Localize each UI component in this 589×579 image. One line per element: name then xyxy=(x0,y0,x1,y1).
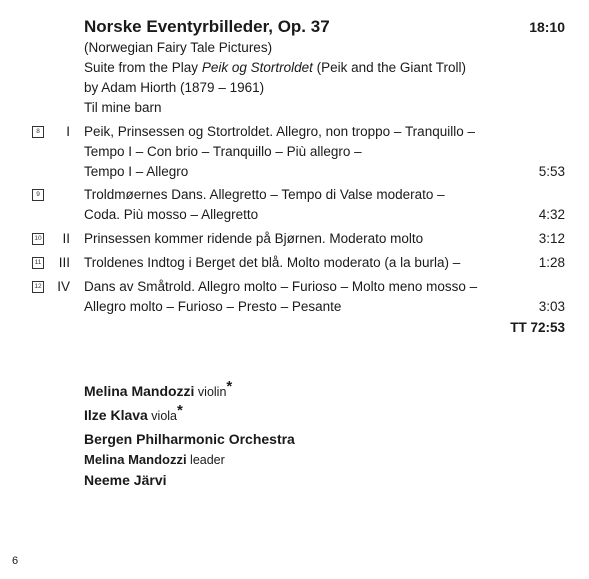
work-duration: 18:10 xyxy=(529,19,565,35)
total-time: TT 72:53 xyxy=(510,320,565,335)
suite-suffix: (Peik and the Giant Troll) xyxy=(312,60,466,75)
track-line: Coda. Più mosso – Allegretto xyxy=(84,207,259,222)
leader-name: Melina Mandozzi xyxy=(84,452,187,467)
page-number: 6 xyxy=(12,555,19,567)
performer-name: Ilze Klava xyxy=(84,407,148,423)
performer-violin xyxy=(84,378,233,400)
conductor-name: Neeme Järvi xyxy=(84,472,167,488)
orchestra-leader xyxy=(84,452,225,467)
track-line: Troldmøernes Dans. Allegretto – Tempo di Valse moderato – xyxy=(84,187,445,202)
track-duration: 3:03 xyxy=(538,299,565,314)
suite-line xyxy=(84,60,466,75)
track-number-box: 8 xyxy=(32,126,44,138)
track-line: Tempo I – Con brio – Tranquillo – Più allegro – xyxy=(84,144,362,159)
track-number-box: 9 xyxy=(32,189,44,201)
work-title: Norske Eventyrbilleder, Op. 37 xyxy=(84,17,330,36)
asterisk-mark: * xyxy=(226,378,233,395)
track-duration: 5:53 xyxy=(538,164,565,179)
track-line: Peik, Prinsessen og Stortroldet. Allegro, non troppo – Tranquillo – xyxy=(84,124,475,139)
track-duration: 4:32 xyxy=(538,207,565,222)
movement-numeral: III xyxy=(58,255,70,270)
track-line: Allegro molto – Furioso – Presto – Pesante xyxy=(84,299,342,314)
track-line: Dans av Småtrold. Allegro molto – Furioso – Molto meno mosso – xyxy=(84,279,478,294)
performer-viola xyxy=(84,402,183,424)
suite-prefix: Suite from the Play xyxy=(84,60,202,75)
track-number-box: 11 xyxy=(32,257,44,269)
performer-role: viola xyxy=(147,409,178,423)
orchestra-name: Bergen Philharmonic Orchestra xyxy=(84,431,295,447)
movement-numeral: IV xyxy=(57,279,70,294)
movement-numeral: I xyxy=(66,124,70,139)
performer-role: violin xyxy=(194,385,227,399)
movement-numeral: II xyxy=(62,231,70,246)
track-duration: 1:28 xyxy=(538,255,565,270)
track-duration: 3:12 xyxy=(538,231,565,246)
suite-play-title: Peik og Stortroldet xyxy=(201,60,313,75)
track-line: Tempo I – Allegro xyxy=(84,164,189,179)
asterisk-mark: * xyxy=(177,402,183,419)
track-number-box: 10 xyxy=(32,233,44,245)
track-line: Prinsessen kommer ridende på Bjørnen. Moderato molto xyxy=(84,231,424,246)
leader-role: leader xyxy=(186,453,225,467)
track-number-box: 12 xyxy=(32,281,44,293)
dedication: Til mine barn xyxy=(84,100,162,115)
performer-name: Melina Mandozzi xyxy=(84,383,195,399)
composer-line: by Adam Hiorth (1879 – 1961) xyxy=(84,80,265,95)
track-line: Troldenes Indtog i Berget det blå. Molto moderato (a la burla) – xyxy=(84,255,461,270)
work-subtitle: (Norwegian Fairy Tale Pictures) xyxy=(84,40,273,55)
